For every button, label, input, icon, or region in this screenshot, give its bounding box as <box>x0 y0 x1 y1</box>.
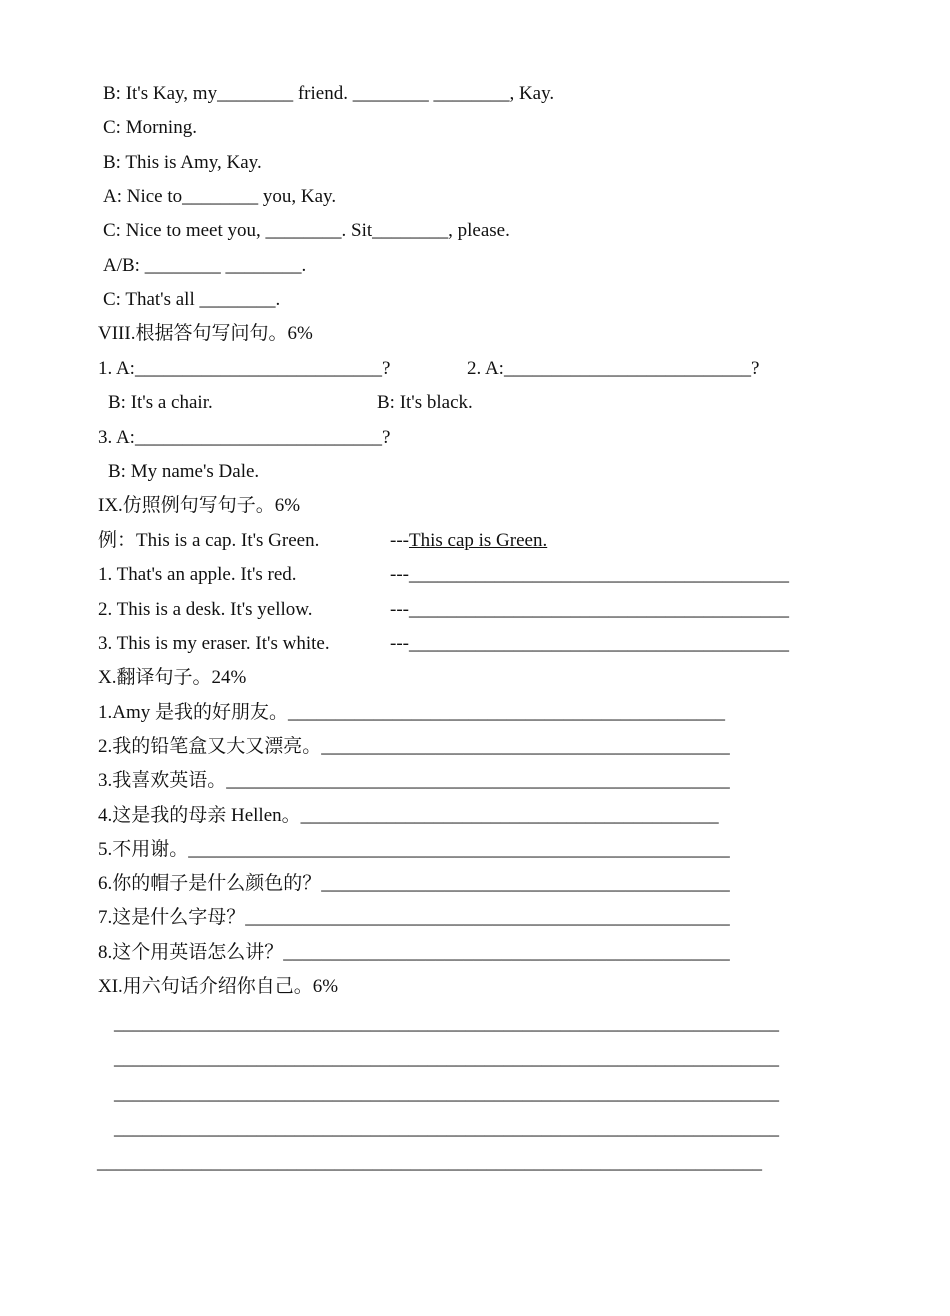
dialogue-line-5: C: Nice to meet you, ________. Sit________, please. <box>103 220 510 241</box>
section-11-writing-line-2: ______________________________________________________________________ <box>114 1048 779 1069</box>
section-10-sentence-3: 3.我喜欢英语。_____________________________________________________ <box>98 770 730 791</box>
section-10-sentence-4: 4.这是我的母亲 Hellen。____________________________________________ <box>98 805 719 826</box>
section-9-answer-blank-2: ---________________________________________ <box>390 599 789 620</box>
section-8-answer-1: B: It's a chair. <box>108 392 213 413</box>
section-9-example-prompt: 例：This is a cap. It's Green. <box>98 530 320 551</box>
dialogue-line-3: B: This is Amy, Kay. <box>103 152 262 173</box>
section-9-example-answer-line <box>390 529 547 553</box>
dialogue-line-7: C: That's all ________. <box>103 289 281 310</box>
section-10-sentence-7: 7.这是什么字母？___________________________________________________ <box>98 907 730 928</box>
section-8-question-1: 1. A:__________________________? <box>98 358 391 379</box>
section-9-answer-blank-3: ---________________________________________ <box>390 633 789 654</box>
section-9-prompt-3: 3. This is my eraser. It's white. <box>98 633 330 654</box>
section-11-writing-line-4: ______________________________________________________________________ <box>114 1118 779 1139</box>
dialogue-line-4: A: Nice to________ you, Kay. <box>103 186 337 207</box>
section-10-heading: X.翻译句子。24% <box>98 667 247 688</box>
section-8-answer-2: B: It's black. <box>377 392 473 413</box>
section-10-sentence-6: 6.你的帽子是什么颜色的？___________________________________________ <box>98 873 730 894</box>
section-10-sentence-8: 8.这个用英语怎么讲？_______________________________________________ <box>98 942 730 963</box>
section-11-heading: XI.用六句话介绍你自己。6% <box>98 976 339 997</box>
section-8-answer-3: B: My name's Dale. <box>108 461 260 482</box>
dialogue-line-1: B: It's Kay, my________ friend. ________ ________, Kay. <box>103 83 555 104</box>
section-10-sentence-1: 1.Amy 是我的好朋友。______________________________________________ <box>98 702 726 723</box>
section-8-question-3: 3. A:__________________________? <box>98 427 391 448</box>
section-9-prompt-2: 2. This is a desk. It's yellow. <box>98 599 313 620</box>
section-9-example-answer: This cap is Green. <box>408 530 548 551</box>
section-10-sentence-5: 5.不用谢。_________________________________________________________ <box>98 839 730 860</box>
section-8-question-2: 2. A:__________________________? <box>467 358 760 379</box>
section-8-heading: VIII.根据答句写问句。6% <box>98 323 313 344</box>
section-11-writing-line-1: ______________________________________________________________________ <box>114 1013 779 1034</box>
section-10-sentence-2: 2.我的铅笔盒又大又漂亮。___________________________________________ <box>98 736 730 757</box>
section-9-example-dash: --- <box>390 530 409 551</box>
section-9-answer-blank-1: ---________________________________________ <box>390 564 789 585</box>
section-11-writing-line-5: ______________________________________________________________________ <box>97 1152 762 1173</box>
dialogue-line-6: A/B: ________ ________. <box>103 255 307 276</box>
section-9-heading: IX.仿照例句写句子。6% <box>98 495 301 516</box>
section-11-writing-line-3: ______________________________________________________________________ <box>114 1083 779 1104</box>
section-9-prompt-1: 1. That's an apple. It's red. <box>98 564 297 585</box>
dialogue-line-2: C: Morning. <box>103 117 197 138</box>
